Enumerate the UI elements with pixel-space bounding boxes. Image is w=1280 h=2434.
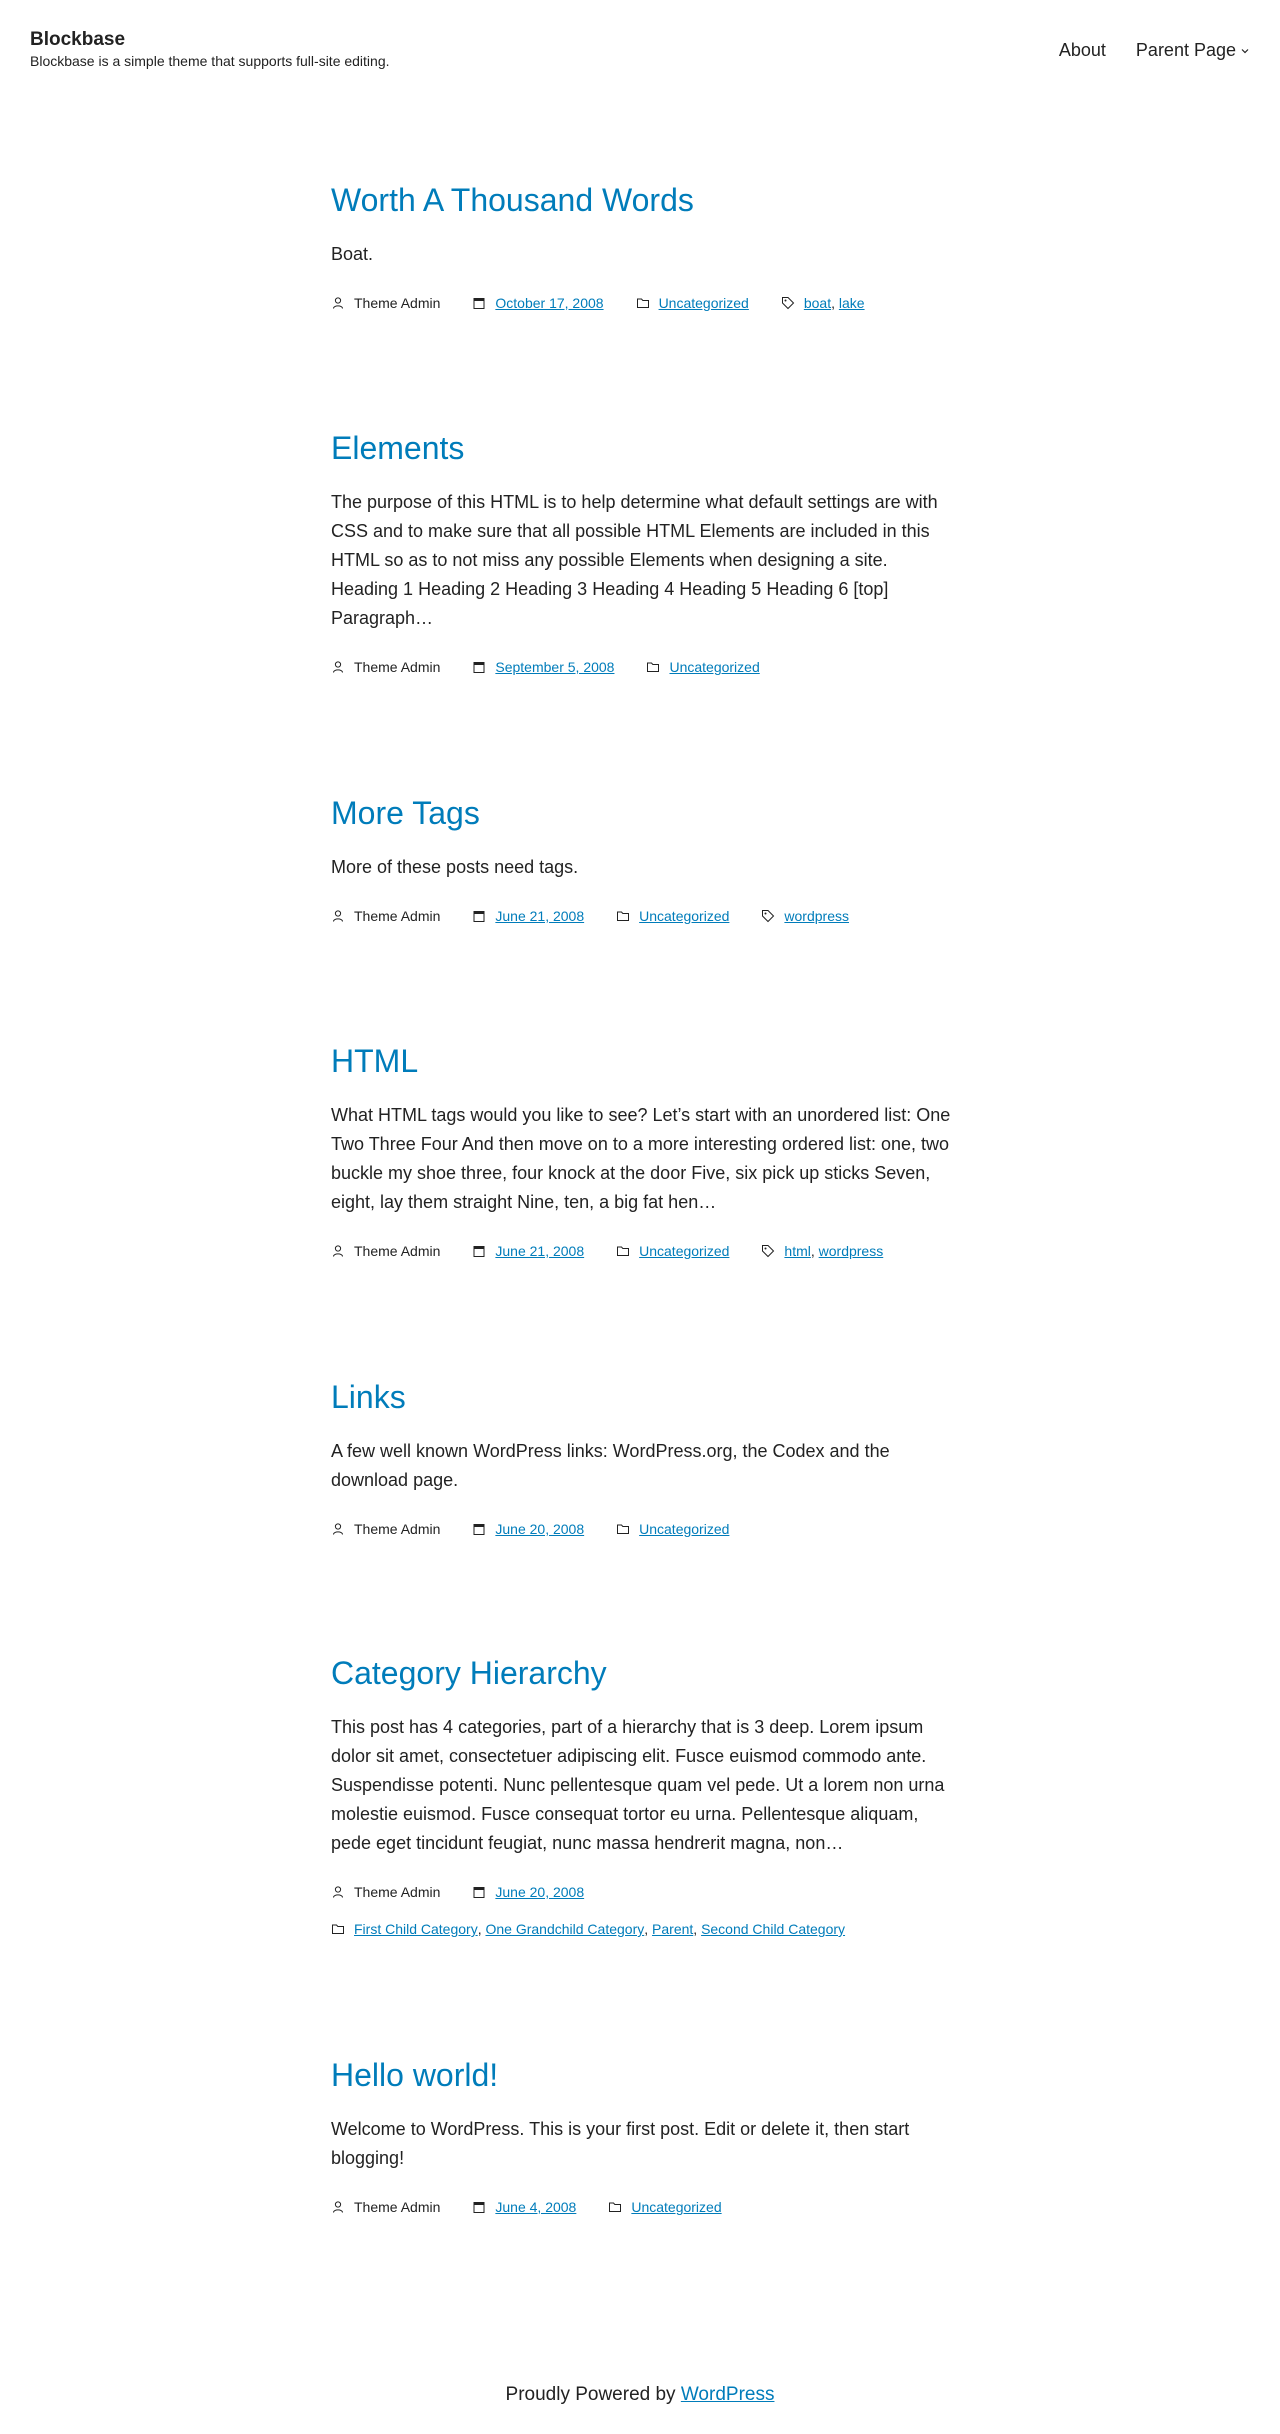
post-date-link[interactable]: June 21, 2008 <box>495 1243 585 1259</box>
post-title[interactable]: Category Hierarchy <box>331 1655 607 1691</box>
post-date <box>472 657 614 677</box>
calendar-icon <box>472 1522 486 1536</box>
category-link[interactable]: Uncategorized <box>639 1243 730 1259</box>
post-author <box>331 293 440 313</box>
post-categories <box>608 2197 721 2217</box>
post-meta <box>331 906 956 926</box>
user-icon <box>331 660 345 674</box>
post-excerpt: Boat. <box>331 244 374 264</box>
category-link[interactable]: One Grandchild Category <box>485 1921 645 1937</box>
folder-icon <box>646 660 660 674</box>
post-meta <box>331 293 956 313</box>
calendar-icon <box>472 2200 486 2214</box>
user-icon <box>331 2200 345 2214</box>
post-categories <box>616 1519 729 1539</box>
user-icon <box>331 296 345 310</box>
post-date-link[interactable]: June 21, 2008 <box>495 908 585 924</box>
post-meta <box>331 1882 956 1902</box>
post-meta-categories <box>331 1919 956 1939</box>
post-title[interactable]: HTML <box>331 1043 419 1079</box>
user-icon <box>331 909 345 923</box>
calendar-icon <box>472 1244 486 1258</box>
calendar-icon <box>472 660 486 674</box>
post-date-link[interactable]: September 5, 2008 <box>495 659 615 675</box>
post-meta <box>331 657 956 677</box>
category-link[interactable]: Parent <box>652 1921 694 1937</box>
category-link[interactable]: Uncategorized <box>639 1521 730 1537</box>
primary-nav <box>1059 40 1250 61</box>
site-footer <box>0 2384 1280 2406</box>
nav-item-about[interactable] <box>1059 40 1106 61</box>
post-categories <box>331 1919 845 1939</box>
post-author <box>331 2197 440 2217</box>
site-header <box>30 28 1250 88</box>
folder-icon <box>636 296 650 310</box>
post <box>331 428 956 677</box>
footer-wordpress-link[interactable]: WordPress <box>680 2384 775 2405</box>
user-icon <box>331 1885 345 1899</box>
calendar-icon <box>472 296 486 310</box>
category-link[interactable]: Uncategorized <box>631 2199 722 2215</box>
nav-item-label: About <box>1058 40 1106 60</box>
post <box>331 1041 956 1261</box>
calendar-icon <box>472 909 486 923</box>
post-excerpt: What HTML tags would you like to see? Let’s start with an unordered list: One Two Three Four And then move on to a more interesting ordered list: one, two buckle my shoe three, four knock at the door Five, six pick up sticks Seven, eight, lay them straight Nine, ten, a big fat hen… <box>331 1105 951 1212</box>
post-title[interactable]: Elements <box>331 430 465 466</box>
author-name: Theme Admin <box>354 2199 441 2215</box>
user-icon <box>331 1244 345 1258</box>
chevron-down-icon <box>1240 46 1250 56</box>
author-name: Theme Admin <box>354 1521 441 1537</box>
post-date <box>472 1882 584 1902</box>
category-link[interactable]: First Child Category <box>354 1921 478 1937</box>
post-title[interactable]: Worth A Thousand Words <box>331 182 694 218</box>
post <box>331 2055 956 2217</box>
tag-link[interactable]: boat <box>803 295 832 311</box>
tag-icon <box>761 909 775 923</box>
tag-link[interactable]: lake <box>838 295 865 311</box>
post-author <box>331 1882 440 1902</box>
author-name: Theme Admin <box>354 1243 441 1259</box>
post <box>331 1653 956 1939</box>
category-separator: , <box>693 1921 702 1937</box>
post-meta <box>331 1519 956 1539</box>
post-date <box>472 1519 584 1539</box>
post-categories <box>616 1241 729 1261</box>
user-icon <box>331 1522 345 1536</box>
post-meta <box>331 2197 956 2217</box>
post-date <box>472 1241 584 1261</box>
tag-link[interactable]: wordpress <box>818 1243 884 1259</box>
post <box>331 793 956 926</box>
author-name: Theme Admin <box>354 659 441 675</box>
post-author <box>331 1241 440 1261</box>
category-link[interactable]: Uncategorized <box>639 908 730 924</box>
post-tags <box>761 1241 883 1261</box>
category-link[interactable]: Second Child Category <box>701 1921 846 1937</box>
post-author <box>331 906 440 926</box>
author-name: Theme Admin <box>354 908 441 924</box>
post-excerpt: This post has 4 categories, part of a hierarchy that is 3 deep. Lorem ipsum dolor sit amet, consectetuer adipiscing elit. Fusce euismod commodo ante. Suspendisse potenti. Nunc pellentesque quam vel pede. Ut a lorem non urna molestie euismod. Fusce consequat tortor eu urna. Pellentesque aliquam, pede eget tincidunt feugiat, nunc massa hendrerit magna, non… <box>331 1717 945 1853</box>
tag-link[interactable]: wordpress <box>784 908 849 924</box>
post-categories <box>646 657 759 677</box>
category-link[interactable]: Uncategorized <box>658 295 749 311</box>
category-separator: , <box>644 1921 653 1937</box>
post-date <box>472 293 603 313</box>
post-author <box>331 1519 440 1539</box>
category-separator: , <box>477 1921 486 1937</box>
post-categories <box>636 293 749 313</box>
post-date-link[interactable]: June 20, 2008 <box>495 1521 585 1537</box>
folder-icon <box>616 909 630 923</box>
post-date <box>472 906 584 926</box>
post-categories <box>616 906 729 926</box>
nav-item-parent-page[interactable] <box>1136 40 1250 61</box>
post-excerpt: More of these posts need tags. <box>331 857 579 877</box>
tag-icon <box>781 296 795 310</box>
category-link[interactable]: Uncategorized <box>669 659 760 675</box>
folder-icon <box>616 1522 630 1536</box>
post-date-link[interactable]: June 4, 2008 <box>495 2199 577 2215</box>
post <box>331 180 956 313</box>
post-tags <box>761 906 849 926</box>
post <box>331 1377 956 1539</box>
folder-icon <box>608 2200 622 2214</box>
folder-icon <box>331 1922 345 1936</box>
calendar-icon <box>472 1885 486 1899</box>
post-author <box>331 657 440 677</box>
site-tagline: Blockbase is a simple theme that supports full-site editing. <box>30 53 390 69</box>
post-date-link[interactable]: October 17, 2008 <box>495 295 604 311</box>
folder-icon <box>616 1244 630 1258</box>
author-name: Theme Admin <box>354 295 441 311</box>
tag-icon <box>761 1244 775 1258</box>
post-date <box>472 2197 576 2217</box>
footer-text: Proudly Powered by <box>505 2384 681 2405</box>
site-title[interactable]: Blockbase <box>30 29 126 50</box>
tag-link[interactable]: html <box>784 1243 811 1259</box>
post-excerpt: The purpose of this HTML is to help determine what default settings are with CSS and to make sure that all possible HTML Elements are included in this HTML so as to not miss any possible Elements when designing a site. Heading 1 Heading 2 Heading 3 Heading 4 Heading 5 Heading 6 [top] Paragraph… <box>331 492 938 628</box>
post-meta <box>331 1241 956 1261</box>
post-tags <box>781 293 865 313</box>
post-date-link[interactable]: June 20, 2008 <box>495 1884 585 1900</box>
post-excerpt: A few well known WordPress links: WordPress.org, the Codex and the download page. <box>331 1441 890 1490</box>
tag-separator: , <box>810 1243 819 1259</box>
post-title[interactable]: More Tags <box>331 795 480 831</box>
post-title[interactable]: Links <box>331 1379 406 1415</box>
post-title[interactable]: Hello world! <box>331 2057 499 2093</box>
nav-item-label: Parent Page <box>1135 40 1236 60</box>
author-name: Theme Admin <box>354 1884 441 1900</box>
tag-separator: , <box>831 295 839 311</box>
post-excerpt: Welcome to WordPress. This is your first post. Edit or delete it, then start blogging! <box>331 2119 910 2168</box>
